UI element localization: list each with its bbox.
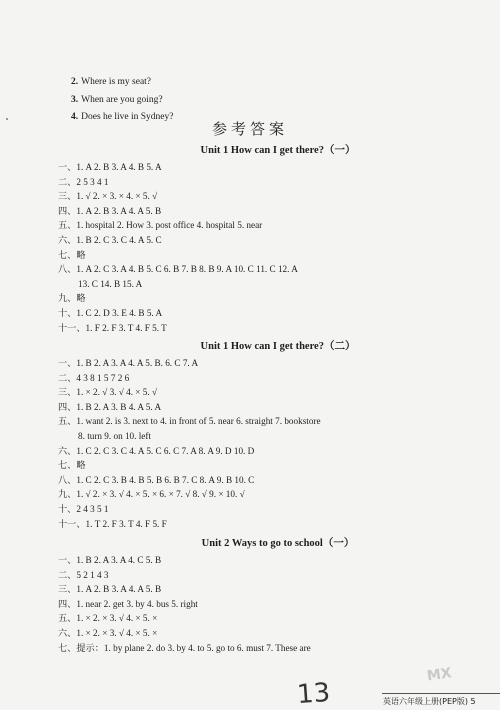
- answer-line: 六、1. × 2. × 3. √ 4. × 5. ×: [58, 627, 158, 638]
- section-unit1-part2: [58, 338, 478, 531]
- answer-line: 七、提示：1. by plane 2. do 3. by 4. to 5. go to 6. must 7. These are: [58, 642, 311, 653]
- answer-line: 六、1. C 2. C 3. C 4. A 5. C 6. C 7. A 8. A 9. D 10. D: [58, 445, 255, 456]
- answer-line: 四、1. near 2. get 3. by 4. bus 5. right: [58, 598, 198, 609]
- answer-line: 一、1. B 2. A 3. A 4. A 5. B. 6. C 7. A: [58, 358, 199, 368]
- answer-line: 八、1. C 2. C 3. B 4. B 5. B 6. B 7. C 8. A 9. B 10. C: [58, 474, 255, 485]
- section-title: Unit 2 Ways to go to school（一）: [201, 538, 355, 549]
- answer-line: 13. C 14. B 15. A: [78, 278, 143, 289]
- answer-line: 二、5 2 1 4 3: [58, 569, 109, 580]
- answer-line: 十、2 4 3 5 1: [58, 503, 109, 514]
- answer-line: 五、1. want 2. is 3. next to 4. in front of 5. near 6. straight 7. bookstore: [58, 416, 321, 427]
- answer-line: 五、1. hospital 2. How 3. post office 4. hospital 5. near: [58, 220, 263, 231]
- answer-line: 一、1. B 2. A 3. A 4. C 5. B: [58, 555, 162, 565]
- answer-line: 一、1. A 2. B 3. A 4. B 5. A: [58, 162, 162, 172]
- answer-line: 九、略: [58, 293, 86, 304]
- section-unit2-part1: [58, 535, 478, 655]
- footer-book-title: 英语六年级上册(PEP版) 5: [383, 697, 476, 706]
- intro-line: 2. Where is my seat?: [71, 77, 152, 87]
- answer-line: 三、1. × 2. √ 3. √ 4. × 5. √: [58, 387, 157, 398]
- answer-line: 九、1. √ 2. × 3. √ 4. × 5. × 6. × 7. √ 8. √ 9. × 10. √: [58, 489, 245, 500]
- answer-line: 十一、1. T 2. F 3. T 4. F 5. F: [58, 518, 167, 529]
- answer-line: 二、4 3 8 1 5 7 2 6: [58, 372, 130, 383]
- answer-line: 五、1. × 2. × 3. √ 4. × 5. ×: [58, 613, 158, 624]
- answer-line: 8. turn 9. on 10. left: [78, 430, 151, 441]
- intro-line: 4. Does he live in Sydney?: [71, 112, 174, 122]
- answer-line: 四、1. A 2. B 3. A 4. A 5. B: [58, 205, 162, 216]
- section-title: Unit 1 How can I get there?（二）: [200, 341, 356, 352]
- answer-line: 八、1. A 2. C 3. A 4. B 5. C 6. B 7. B 8. B 9. A 10. C 11. C 12. A: [58, 264, 298, 275]
- section-title: Unit 1 How can I get there?（一）: [200, 145, 356, 156]
- answer-line: 十、1. C 2. D 3. E 4. B 5. A: [58, 307, 163, 318]
- answer-line: 三、1. A 2. B 3. A 4. A 5. B: [58, 584, 162, 595]
- answer-line: 四、1. B 2. A 3. B 4. A 5. A: [58, 401, 162, 412]
- answer-line: 六、1. B 2. C 3. C 4. A 5. C: [58, 234, 162, 245]
- section-unit1-part1: [58, 142, 478, 335]
- page-title: 参考答案: [211, 120, 288, 138]
- answer-line: 三、1. √ 2. × 3. × 4. × 5. √: [58, 191, 158, 202]
- answer-line: 十一、1. F 2. F 3. T 4. F 5. T: [58, 322, 167, 333]
- watermark-stamp: MX: [425, 665, 453, 685]
- handwritten-page-number: 13: [295, 677, 332, 710]
- answer-line: 二、2 5 3 4 1: [58, 176, 109, 187]
- answer-line: 七、略: [58, 249, 86, 260]
- intro-line: 3. When are you going?: [71, 94, 163, 105]
- answer-line: 七、略: [58, 460, 86, 471]
